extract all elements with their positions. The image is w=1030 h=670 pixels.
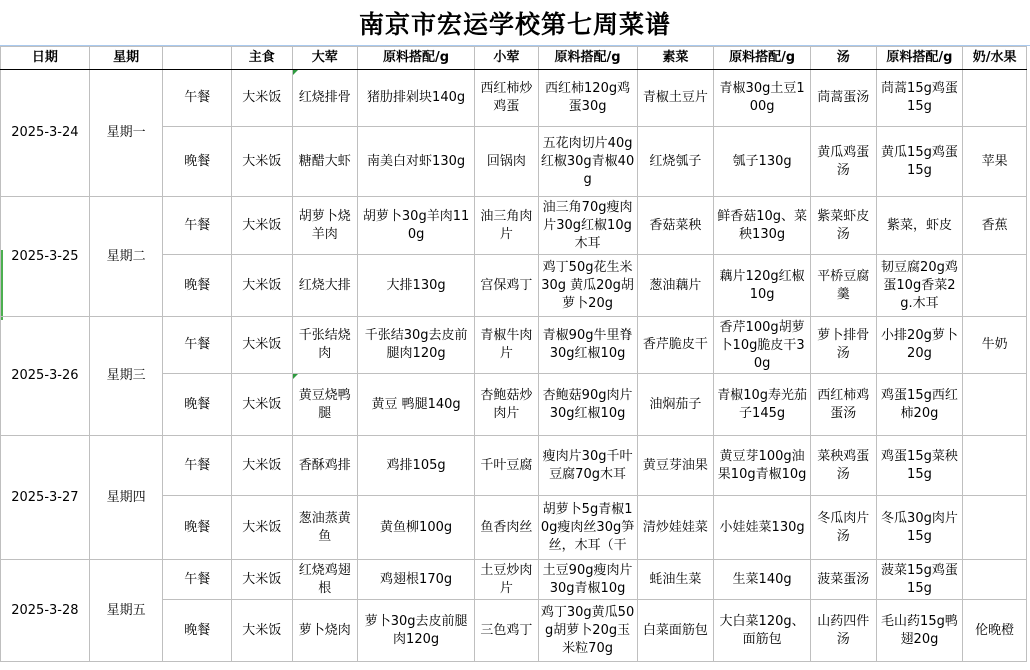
small-ingredients-cell[interactable] — [538, 317, 637, 374]
cell-text: 西红柿炒鸡蛋 — [480, 81, 533, 114]
cell-text: 胡萝卜5g青椒10g瘦肉丝30g笋丝，木耳（干 — [540, 501, 635, 553]
date-cell[interactable]: 2025-3-24 — [1, 70, 90, 197]
soup-ingredients-cell[interactable] — [876, 127, 963, 197]
soup-cell[interactable] — [811, 374, 877, 436]
vegetable-cell[interactable] — [637, 127, 714, 197]
soup-ingredients-cell[interactable] — [876, 436, 963, 496]
cell-text: 杏鲍菇炒肉片 — [480, 387, 533, 421]
vegetable-ingredients-cell[interactable] — [714, 127, 811, 197]
main-dish-cell[interactable] — [292, 496, 358, 560]
cell-text: 茼蒿15g鸡蛋15g — [881, 81, 958, 114]
fruit-milk-cell[interactable] — [963, 70, 1027, 127]
weekday-cell[interactable]: 星期一 — [89, 70, 163, 197]
main-dish-cell[interactable] — [292, 600, 358, 662]
header-cell: 大荤 — [292, 47, 358, 70]
cell-text: 伦晚橙 — [975, 622, 1015, 638]
vegetable-cell[interactable] — [637, 496, 714, 560]
cell-text: 香芹100g胡萝卜10g脆皮干30g — [719, 319, 805, 371]
fruit-milk-cell[interactable] — [963, 197, 1027, 255]
cell-text: 瓠子130g — [732, 153, 792, 169]
cell-text: 三色鸡丁 — [480, 622, 533, 638]
date-cell[interactable]: 2025-3-25 — [1, 197, 90, 317]
cell-text: 萝卜烧肉 — [298, 622, 351, 638]
cell-text: 大米饭 — [242, 90, 282, 105]
cell-text: 山药四件汤 — [817, 613, 870, 647]
small-dish-cell[interactable] — [475, 317, 539, 374]
cell-text: 红烧大排 — [298, 277, 351, 293]
header-cell: 主食 — [232, 47, 293, 70]
soup-ingredients-cell[interactable] — [876, 70, 963, 127]
small-ingredients-cell[interactable] — [538, 496, 637, 560]
vegetable-ingredients-cell[interactable] — [714, 560, 811, 600]
cell-text: 胡萝卜30g羊肉110g — [362, 208, 470, 242]
cell-text: 大米饭 — [242, 396, 282, 412]
fruit-milk-cell[interactable] — [963, 600, 1027, 662]
date-cell[interactable]: 2025-3-26 — [1, 317, 90, 436]
soup-ingredients-cell[interactable] — [876, 317, 963, 374]
cell-text: 鸡排105g — [386, 457, 446, 473]
header-cell: 小荤 — [475, 47, 539, 70]
vegetable-cell[interactable] — [637, 317, 714, 374]
table-row — [1, 197, 1027, 255]
main-dish-cell[interactable] — [292, 436, 358, 496]
small-ingredients-cell[interactable] — [538, 560, 637, 600]
staple-cell[interactable] — [232, 317, 293, 374]
header-cell: 原料搭配/g — [714, 47, 811, 70]
cell-text: 千张结30g去皮前腿肉120g — [364, 328, 468, 361]
cell-text: 红烧瓠子 — [649, 153, 702, 169]
main-ingredients-cell[interactable] — [358, 70, 475, 127]
cell-text: 鲜香菇10g、菜秧130g — [717, 208, 807, 242]
cell-text: 青椒30g土豆100g — [719, 81, 805, 114]
cell-text: 韧豆腐20g鸡蛋10g香菜2g.木耳 — [881, 259, 958, 311]
main-ingredients-cell[interactable] — [358, 560, 475, 600]
meal-cell[interactable]: 午餐 — [163, 560, 232, 600]
soup-ingredients-cell[interactable] — [876, 560, 963, 600]
cell-text: 黄豆芽100g油果10g青椒10g — [717, 448, 807, 482]
staple-cell[interactable] — [232, 70, 293, 127]
table-row — [1, 436, 1027, 496]
main-dish-cell[interactable] — [292, 374, 358, 436]
soup-cell[interactable] — [811, 317, 877, 374]
vegetable-cell[interactable] — [637, 197, 714, 255]
cell-text: 白菜面筋包 — [642, 622, 708, 638]
soup-cell[interactable] — [811, 436, 877, 496]
header-cell: 日期 — [1, 47, 90, 70]
cell-text: 菠菜蛋汤 — [817, 571, 870, 587]
cell-text: 大米饭 — [242, 622, 282, 638]
cell-text: 牛奶 — [981, 337, 1008, 352]
header-cell: 原料搭配/g — [538, 47, 637, 70]
cell-text: 菠菜15g鸡蛋15g — [881, 562, 958, 596]
weekday-cell[interactable]: 星期五 — [89, 560, 163, 662]
cell-text: 大米饭 — [242, 457, 282, 473]
soup-cell[interactable] — [811, 197, 877, 255]
vegetable-ingredients-cell[interactable] — [714, 70, 811, 127]
soup-ingredients-cell[interactable] — [876, 197, 963, 255]
cell-text: 生菜140g — [732, 571, 792, 587]
cell-text: 油焖茄子 — [649, 396, 702, 412]
cell-text: 葱油藕片 — [649, 277, 702, 293]
small-dish-cell[interactable] — [475, 197, 539, 255]
menu-table — [0, 46, 1027, 662]
staple-cell[interactable] — [232, 255, 293, 317]
weekday-cell[interactable]: 星期四 — [89, 436, 163, 560]
cell-text: 紫菜虾皮汤 — [817, 208, 870, 242]
cell-text: 千叶豆腐 — [480, 457, 533, 473]
cell-text: 紫菜，虾皮 — [886, 217, 952, 233]
main-dish-cell[interactable] — [292, 70, 358, 127]
cell-text: 香芹脆皮干 — [642, 337, 708, 352]
small-ingredients-cell[interactable] — [538, 255, 637, 317]
table-row — [1, 560, 1027, 600]
vegetable-cell[interactable] — [637, 374, 714, 436]
vegetable-ingredients-cell[interactable] — [714, 600, 811, 662]
cell-text: 黄豆芽油果 — [642, 457, 708, 473]
main-dish-cell[interactable] — [292, 255, 358, 317]
cell-text: 香酥鸡排 — [298, 457, 351, 473]
soup-ingredients-cell[interactable] — [876, 496, 963, 560]
fruit-milk-cell[interactable] — [963, 317, 1027, 374]
cell-text: 土豆90g瘦肉片30g青椒10g — [542, 562, 633, 596]
cell-text: 糖醋大虾 — [298, 153, 351, 169]
cell-text: 鸡丁30g黄瓜50g胡萝卜20g玉米粒70g — [540, 604, 635, 656]
cell-text: 土豆炒肉片 — [480, 562, 533, 596]
fruit-milk-cell[interactable] — [963, 255, 1027, 317]
vegetable-cell[interactable] — [637, 600, 714, 662]
cell-text: 萝卜30g去皮前腿肉120g — [364, 613, 468, 647]
cell-text: 青椒牛肉片 — [480, 328, 533, 361]
cell-text: 香蕉 — [981, 217, 1008, 233]
meal-cell[interactable]: 晚餐 — [163, 600, 232, 662]
small-ingredients-cell[interactable] — [538, 127, 637, 197]
date-cell[interactable]: 2025-3-27 — [1, 436, 90, 560]
soup-cell[interactable] — [811, 127, 877, 197]
fruit-milk-cell[interactable] — [963, 127, 1027, 197]
header-cell: 奶/水果 — [963, 47, 1027, 70]
meal-cell[interactable]: 午餐 — [163, 436, 232, 496]
header-row — [1, 47, 1027, 70]
soup-ingredients-cell[interactable] — [876, 600, 963, 662]
vegetable-cell[interactable] — [637, 560, 714, 600]
cell-text: 五花肉切片40g红椒30g青椒40g — [540, 135, 635, 187]
vegetable-ingredients-cell[interactable] — [714, 317, 811, 374]
cell-text: 杏鲍菇90g肉片30g红椒10g — [542, 387, 633, 421]
cell-text: 红烧鸡翅根 — [298, 562, 351, 596]
cell-text: 鸡蛋15g菜秧15g — [881, 448, 958, 482]
vegetable-ingredients-cell[interactable] — [714, 197, 811, 255]
cell-text: 菜秧鸡蛋汤 — [817, 448, 870, 482]
cell-text: 鸡翅根170g — [380, 571, 453, 587]
cell-text: 黄豆 鸭腿140g — [371, 396, 461, 412]
cell-text: 鱼香肉丝 — [480, 519, 533, 535]
staple-cell[interactable] — [232, 436, 293, 496]
small-dish-cell[interactable] — [475, 496, 539, 560]
cell-text: 大米饭 — [242, 519, 282, 535]
main-ingredients-cell[interactable] — [358, 374, 475, 436]
small-dish-cell[interactable] — [475, 436, 539, 496]
vegetable-ingredients-cell[interactable] — [714, 496, 811, 560]
fruit-milk-cell[interactable] — [963, 496, 1027, 560]
small-ingredients-cell[interactable] — [538, 374, 637, 436]
cell-text: 鸡丁50g花生米30g 黄瓜20g胡萝卜20g — [541, 259, 634, 311]
cell-text: 大米饭 — [242, 277, 282, 293]
vegetable-cell[interactable] — [637, 436, 714, 496]
cell-text: 清炒娃娃菜 — [642, 519, 708, 535]
meal-cell[interactable]: 午餐 — [163, 317, 232, 374]
small-dish-cell[interactable] — [475, 70, 539, 127]
main-ingredients-cell[interactable] — [358, 436, 475, 496]
cell-text: 蚝油生菜 — [649, 571, 702, 587]
fruit-milk-cell[interactable] — [963, 560, 1027, 600]
cell-text: 大米饭 — [242, 217, 282, 233]
cell-text: 油三角肉片 — [480, 208, 533, 242]
meal-cell[interactable]: 午餐 — [163, 70, 232, 127]
cell-text: 平桥豆腐羹 — [817, 268, 870, 302]
date-cell[interactable]: 2025-3-28 — [1, 560, 90, 662]
cell-text: 青椒土豆片 — [642, 90, 708, 105]
cell-text: 回锅肉 — [486, 153, 526, 169]
soup-ingredients-cell[interactable] — [876, 255, 963, 317]
cell-text: 苹果 — [981, 153, 1008, 169]
small-dish-cell[interactable] — [475, 255, 539, 317]
vegetable-ingredients-cell[interactable] — [714, 436, 811, 496]
cell-text: 青椒90g牛里脊30g红椒10g — [542, 328, 633, 361]
table-row — [1, 70, 1027, 127]
staple-cell[interactable] — [232, 127, 293, 197]
staple-cell[interactable] — [232, 496, 293, 560]
small-ingredients-cell[interactable] — [538, 70, 637, 127]
cell-text: 小排20g萝卜20g — [881, 328, 958, 361]
cell-text: 香菇菜秧 — [649, 217, 702, 233]
cell-text: 大米饭 — [242, 571, 282, 587]
cell-text: 瘦肉片30g千叶豆腐70g木耳 — [542, 448, 633, 482]
cell-text: 西红柿鸡蛋汤 — [817, 387, 870, 421]
meal-cell[interactable]: 晚餐 — [163, 127, 232, 197]
cell-text: 黄瓜15g鸡蛋15g — [881, 144, 958, 178]
small-dish-cell[interactable] — [475, 374, 539, 436]
small-dish-cell[interactable] — [475, 560, 539, 600]
weekday-cell[interactable]: 星期二 — [89, 197, 163, 317]
main-dish-cell[interactable] — [292, 560, 358, 600]
vegetable-cell[interactable] — [637, 70, 714, 127]
header-cell: 星期 — [89, 47, 163, 70]
weekday-cell[interactable]: 星期三 — [89, 317, 163, 436]
cell-text: 毛山药15g鸭翅20g — [881, 613, 958, 647]
small-dish-cell[interactable] — [475, 600, 539, 662]
cell-text: 红烧排骨 — [298, 90, 351, 105]
meal-cell[interactable]: 晚餐 — [163, 255, 232, 317]
soup-cell[interactable] — [811, 255, 877, 317]
soup-ingredients-cell[interactable] — [876, 374, 963, 436]
soup-cell[interactable] — [811, 600, 877, 662]
main-dish-cell[interactable] — [292, 317, 358, 374]
meal-cell[interactable]: 午餐 — [163, 197, 232, 255]
cell-text: 葱油蒸黄鱼 — [298, 510, 351, 544]
small-dish-cell[interactable] — [475, 127, 539, 197]
vegetable-ingredients-cell[interactable] — [714, 255, 811, 317]
cell-text: 油三角70g瘦肉片30g红椒10g木耳 — [542, 199, 633, 251]
vegetable-cell[interactable] — [637, 255, 714, 317]
meal-cell[interactable]: 晚餐 — [163, 374, 232, 436]
main-ingredients-cell[interactable] — [358, 600, 475, 662]
cell-text: 黄豆烧鸭腿 — [298, 387, 351, 421]
fruit-milk-cell[interactable] — [963, 374, 1027, 436]
header-cell: 汤 — [811, 47, 877, 70]
cell-text: 西红柿120g鸡蛋30g — [545, 81, 631, 114]
main-ingredients-cell[interactable] — [358, 127, 475, 197]
soup-cell[interactable] — [811, 496, 877, 560]
cell-text: 大排130g — [386, 277, 446, 293]
header-cell — [163, 47, 232, 70]
cell-text: 藕片120g红椒10g — [719, 268, 805, 302]
soup-cell[interactable] — [811, 560, 877, 600]
cell-text: 千张结烧肉 — [298, 328, 351, 361]
cell-text: 小娃娃菜130g — [719, 519, 805, 535]
page-title: 南京市宏运学校第七周菜谱 — [358, 9, 671, 39]
cell-text: 宫保鸡丁 — [480, 277, 533, 293]
staple-cell[interactable] — [232, 374, 293, 436]
cell-text: 大白菜120g、面筋包 — [719, 613, 805, 647]
cell-text: 冬瓜肉片汤 — [817, 510, 870, 544]
cell-text: 黄瓜鸡蛋汤 — [817, 144, 870, 178]
vegetable-ingredients-cell[interactable] — [714, 374, 811, 436]
meal-cell[interactable]: 晚餐 — [163, 496, 232, 560]
cell-text: 猪肋排剁块140g — [367, 90, 466, 105]
staple-cell[interactable] — [232, 197, 293, 255]
cell-text: 鸡蛋15g西红柿20g — [881, 387, 958, 421]
cell-text: 南美白对虾130g — [367, 153, 466, 169]
header-cell: 原料搭配/g — [876, 47, 963, 70]
main-dish-cell[interactable] — [292, 127, 358, 197]
cell-text: 大米饭 — [242, 337, 282, 352]
header-cell: 原料搭配/g — [358, 47, 475, 70]
small-ingredients-cell[interactable] — [538, 436, 637, 496]
main-ingredients-cell[interactable] — [358, 317, 475, 374]
cell-text: 冬瓜30g肉片15g — [881, 510, 958, 544]
staple-cell[interactable] — [232, 600, 293, 662]
staple-cell[interactable] — [232, 560, 293, 600]
cell-text: 胡萝卜烧羊肉 — [298, 208, 351, 242]
soup-cell[interactable] — [811, 70, 877, 127]
main-dish-cell[interactable] — [292, 197, 358, 255]
small-ingredients-cell[interactable] — [538, 197, 637, 255]
cell-text: 青椒10g寿光茄子145g — [717, 387, 807, 421]
main-ingredients-cell[interactable] — [358, 496, 475, 560]
small-ingredients-cell[interactable] — [538, 600, 637, 662]
cell-text: 黄鱼柳100g — [380, 519, 453, 535]
cell-text: 茼蒿蛋汤 — [817, 90, 870, 105]
table-row — [1, 317, 1027, 374]
cell-text: 萝卜排骨汤 — [817, 328, 870, 361]
header-cell: 素菜 — [637, 47, 714, 70]
main-ingredients-cell[interactable] — [358, 255, 475, 317]
main-ingredients-cell[interactable] — [358, 197, 475, 255]
fruit-milk-cell[interactable] — [963, 436, 1027, 496]
cell-text: 大米饭 — [242, 153, 282, 169]
